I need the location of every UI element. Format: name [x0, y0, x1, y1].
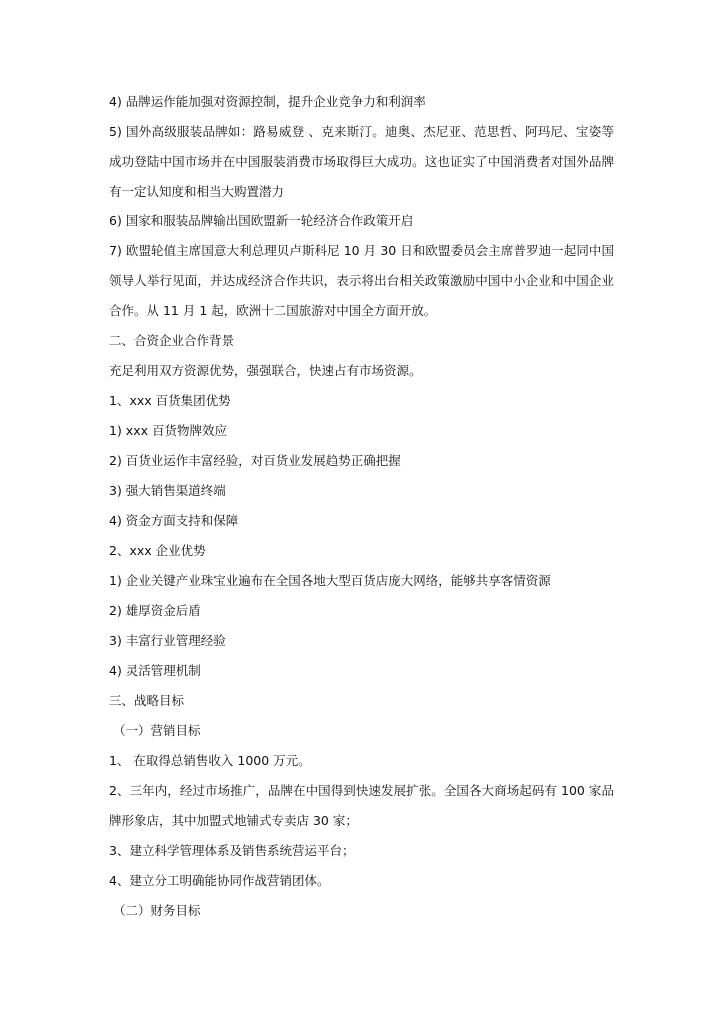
- section-heading: 二、合资企业合作背景: [109, 333, 235, 348]
- list-item: 1) xxx 百货物牌效应: [109, 423, 227, 438]
- list-item: 2、三年内，经过市场推广，品牌在中国得到快速发展扩张。全国各大商场起码有 100 家品: [109, 783, 614, 798]
- list-item: 3) 丰富行业管理经验: [109, 633, 226, 648]
- list-item: 2) 百货业运作丰富经验，对百货业发展趋势正确把握: [109, 453, 401, 468]
- list-item: 3) 强大销售渠道终端: [109, 483, 226, 498]
- paragraph-line: 有一定认知度和相当大购置潜力: [109, 184, 285, 199]
- list-item: 4) 资金方面支持和保障: [109, 513, 239, 528]
- paragraph-line: 领导人举行见面，并达成经济合作共识，表示将出台相关政策激励中国中小企业和中国企业: [109, 273, 614, 288]
- subsection-heading: 1、xxx 百货集团优势: [109, 393, 231, 408]
- list-item: 2) 雄厚资金后盾: [109, 603, 201, 618]
- paragraph-line: 4) 品牌运作能加强对资源控制，提升企业竞争力和利润率: [109, 94, 426, 109]
- list-item: 4、建立分工明确能协同作战营销团体。: [109, 873, 330, 888]
- paragraph-line: 合作。从 11 月 1 起，欧洲十二国旅游对中国全方面开放。: [109, 303, 437, 318]
- subsection-heading: （一）营销目标: [113, 723, 201, 738]
- section-heading: 三、战略目标: [109, 693, 185, 708]
- list-item: 1、 在取得总销售收入 1000 万元。: [109, 753, 311, 768]
- paragraph-line: 6) 国家和服装品牌输出国欧盟新一轮经济合作政策开启: [109, 213, 414, 228]
- list-item: 3、建立科学管理体系及销售系统营运平台；: [109, 843, 355, 858]
- paragraph-line: 充足利用双方资源优势，强强联合，快速占有市场资源。: [109, 363, 422, 378]
- list-item: 1) 企业关键产业珠宝业遍布在全国各地大型百货店庞大网络，能够共享客情资源: [109, 573, 551, 588]
- paragraph-line: 牌形象店，其中加盟式地铺式专卖店 30 家；: [109, 813, 358, 828]
- subsection-heading: （二）财务目标: [113, 903, 201, 918]
- list-item: 4) 灵活管理机制: [109, 663, 201, 678]
- paragraph-line: 7) 欧盟轮值主席国意大利总理贝卢斯科尼 10 月 30 日和欧盟委员会主席普罗迪一起同中国: [109, 243, 614, 258]
- paragraph-line: 5) 国外高级服装品牌如：路易威登 、克来斯汀。迪奥、杰尼亚、范思哲、阿玛尼、宝姿等: [109, 124, 614, 139]
- paragraph-line: 成功登陆中国市场并在中国服装消费市场取得巨大成功。这也证实了中国消费者对国外品牌: [109, 154, 614, 169]
- subsection-heading: 2、xxx 企业优势: [109, 543, 206, 558]
